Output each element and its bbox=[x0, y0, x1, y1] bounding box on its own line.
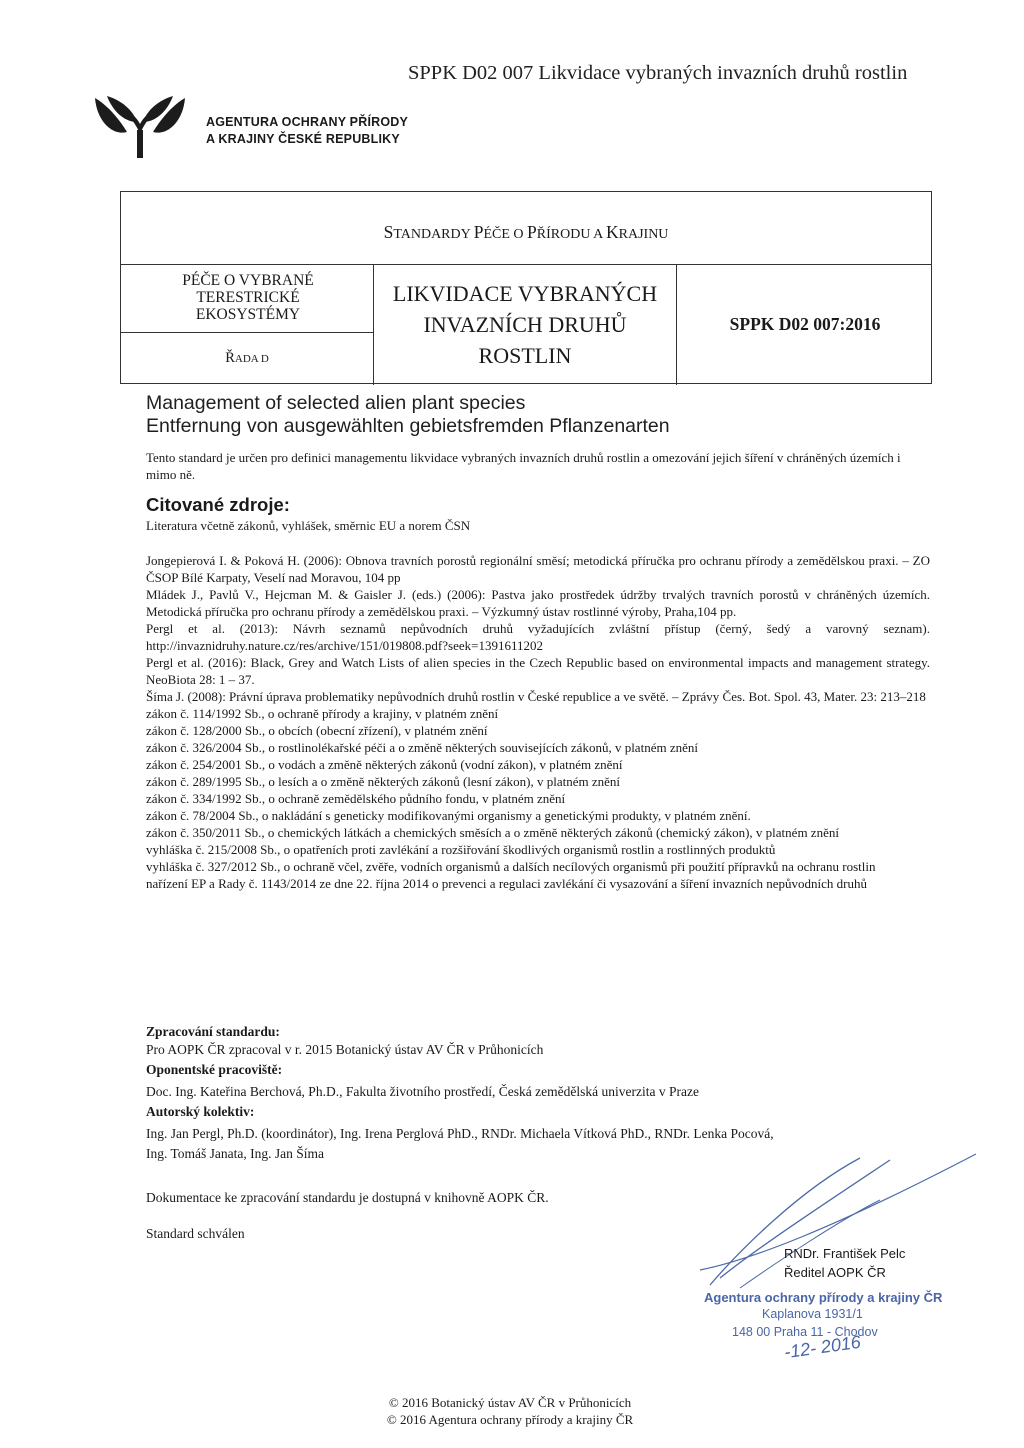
reference-item: zákon č. 254/2001 Sb., o vodách a změně některých zákonů (vodní zákon), v platném znění bbox=[146, 757, 623, 772]
signatory-role: Ředitel AOPK ČR bbox=[784, 1265, 886, 1280]
reference-item: vyhláška č. 215/2008 Sb., o opatřeních proti zavlékání a rozšiřování škodlivých organismů rostlin a rostlinných produktů bbox=[146, 842, 776, 857]
standard-title-box bbox=[120, 191, 932, 384]
box-divider-horizontal bbox=[121, 264, 931, 265]
official-stamp bbox=[704, 1290, 943, 1363]
reference-item: zákon č. 78/2004 Sb., o nakládání s geneticky modifikovanými organismy a genetickými produkty, v platném znění. bbox=[146, 808, 751, 823]
opponent-label: Oponentské pracoviště: bbox=[146, 1062, 283, 1077]
standard-code: SPPK D02 007:2016 bbox=[729, 314, 881, 334]
reference-item: Pergl et al. (2016): Black, Grey and Watch Lists of alien species in the Czech Republic based on environmental impacts and management strategy. NeoBiota 28: 1 – 37. bbox=[146, 655, 930, 687]
reference-item: zákon č. 326/2004 Sb., o rostlinolékařské péči a o změně některých souvisejících zákonů, v platném znění bbox=[146, 740, 698, 755]
copyright-line2: © 2016 Agentura ochrany přírody a krajiny ČR bbox=[386, 1412, 634, 1427]
documentation-note: Dokumentace ke zpracování standardu je dostupná v knihovně AOPK ČR. bbox=[146, 1190, 549, 1205]
processing-text: Pro AOPK ČR zpracoval v r. 2015 Botanický ústav AV ČR v Průhonicích bbox=[146, 1042, 544, 1057]
series-label: ŘADA D bbox=[225, 350, 269, 366]
agency-name-line2: A KRAJINY ČESKÉ REPUBLIKY bbox=[206, 132, 400, 146]
reference-item: Mládek J., Pavlů V., Hejcman M. & Gaisler J. (eds.) (2006): Pastva jako prostředek údržby trvalých travních porostů v chráněných územích. Metodická příručka pro ochranu přírody a zemědělskou praxi. – Výzkumný ústav rostlinné výroby, Praha,104 pp. bbox=[146, 587, 930, 619]
reference-item: zákon č. 128/2000 Sb., o obcích (obecní zřízení), v platném znění bbox=[146, 723, 488, 738]
reference-item: Pergl et al. (2013): Návrh seznamů nepůvodních druhů vyžadujících zvláštní přístup (černý, šedý a varovný seznam). http://invaznidruhy.nature.cz/res/archive/151/019808.pdf?seek=1391611202 bbox=[146, 621, 930, 653]
document-header-title: SPPK D02 007 Likvidace vybraných invazních druhů rostlin bbox=[408, 62, 908, 84]
category-title: PÉČE O VYBRANÉ TERESTRICKÉ EKOSYSTÉMY bbox=[182, 272, 314, 323]
agency-name bbox=[206, 114, 408, 148]
stamp-date: -12- 2016 bbox=[782, 1331, 863, 1363]
approval-note: Standard schválen bbox=[146, 1226, 245, 1241]
agency-name-line1: AGENTURA OCHRANY PŘÍRODY bbox=[206, 115, 409, 129]
aopk-logo-icon bbox=[87, 92, 193, 158]
reference-item: zákon č. 334/1992 Sb., o ochraně zemědělského půdního fondu, v platném znění bbox=[146, 791, 566, 806]
copyright-line1: © 2016 Botanický ústav AV ČR v Průhonicích bbox=[388, 1395, 632, 1410]
reference-item: Jongepierová I. & Poková H. (2006): Obnova travních porostů regionální směsí; metodická příručka pro ochranu přírody a zemědělskou praxi. – ZO ČSOP Bílé Karpaty, Veselí nad Moravou, 104 pp bbox=[146, 553, 930, 585]
main-title: LIKVIDACE VYBRANÝCH INVAZNÍCH DRUHŮ ROSTLIN bbox=[392, 281, 658, 368]
opponent-text: Doc. Ing. Kateřina Berchová, Ph.D., Fakulta životního prostředí, Česká zemědělská univerzita v Praze bbox=[146, 1084, 699, 1099]
copyright-block bbox=[300, 1394, 720, 1428]
title-german: Entfernung von ausgewählten gebietsfremden Pflanzenarten bbox=[146, 415, 670, 437]
reference-item: zákon č. 114/1992 Sb., o ochraně přírody a krajiny, v platném znění bbox=[146, 706, 499, 721]
series-title: STANDARDY PÉČE O PŘÍRODU A KRAJINU bbox=[383, 222, 669, 242]
processing-label: Zpracování standardu: bbox=[146, 1024, 280, 1039]
category-divider bbox=[121, 332, 373, 333]
purpose-text: Tento standard je určen pro definici managementu likvidace vybraných invazních druhů rostlin a omezování jejich šíření v chráněných územích i mimo ně. bbox=[146, 450, 901, 482]
authors-line2: Ing. Tomáš Janata, Ing. Jan Šíma bbox=[146, 1146, 325, 1161]
stamp-line2: Kaplanova 1931/1 bbox=[762, 1307, 863, 1321]
reference-item: zákon č. 289/1995 Sb., o lesích a o změně některých zákonů (lesní zákon), v platném znění bbox=[146, 774, 620, 789]
authors-line1: Ing. Jan Pergl, Ph.D. (koordinátor), Ing. Irena Perglová PhD., RNDr. Michaela Vítková PhD., RNDr. Lenka Pocová, bbox=[146, 1126, 774, 1141]
stamp-line3: 148 00 Praha 11 - Chodov bbox=[732, 1325, 878, 1339]
sources-subheading: Literatura včetně zákonů, vyhlášek, směrnic EU a norem ČSN bbox=[146, 518, 471, 533]
stamp-line1: Agentura ochrany přírody a krajiny ČR bbox=[704, 1290, 943, 1305]
reference-item: zákon č. 350/2011 Sb., o chemických látkách a chemických směsích a o změně některých zákonů (chemický zákon), v platném znění bbox=[146, 825, 839, 840]
title-english: Management of selected alien plant species bbox=[146, 392, 526, 414]
authors-label: Autorský kolektiv: bbox=[146, 1104, 255, 1119]
reference-list bbox=[146, 552, 930, 892]
reference-item: vyhláška č. 327/2012 Sb., o ochraně včel, zvěře, vodních organismů a dalších necílových organismů při použití přípravků na ochranu rostlin bbox=[146, 859, 876, 874]
sources-heading: Citované zdroje: bbox=[146, 494, 290, 515]
signatory-block bbox=[784, 1244, 905, 1282]
signatory-name: RNDr. František Pelc bbox=[784, 1246, 906, 1261]
reference-item: nařízení EP a Rady č. 1143/2014 ze dne 22. října 2014 o prevenci a regulaci zavlékání či vysazování a šíření invazních nepůvodních druhů bbox=[146, 876, 868, 891]
reference-item: Šíma J. (2008): Právní úprava problematiky nepůvodních druhů rostlin v České republice a ve světě. – Zprávy Čes. Bot. Spol. 43, Mater. 23: 213–218 bbox=[146, 689, 926, 704]
